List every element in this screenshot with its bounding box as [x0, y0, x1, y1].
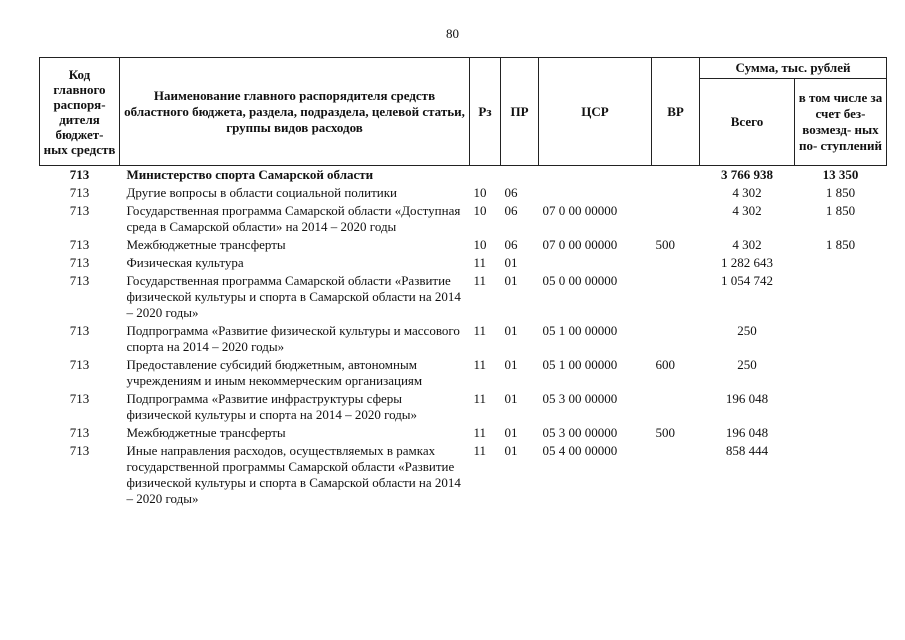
header-csr: ЦСР	[539, 58, 652, 166]
table-row	[40, 424, 887, 442]
cell-total: 196 048	[725, 391, 769, 406]
cell-total: 858 444	[725, 443, 769, 458]
table-row	[40, 166, 887, 185]
cell-total: 250	[737, 357, 757, 372]
page-number: 80	[446, 26, 459, 41]
cell-pr: 01	[504, 323, 518, 338]
cell-code: 713	[69, 273, 90, 288]
cell-name: Иные направления расходов, осуществляемых в рамках государственной программы Самарской области «Развитие физической культуры и спорта в Самарской области на 2014 – 2020 годы»	[126, 443, 461, 506]
cell-free	[795, 254, 887, 272]
cell-vr	[652, 202, 700, 236]
cell-pr: 01	[504, 443, 518, 458]
cell-code: 713	[69, 391, 90, 406]
cell-pr: 01	[504, 391, 518, 406]
cell-free: 1 850	[825, 237, 856, 252]
cell-name: Государственная программа Самарской области «Доступная среда в Самарской области» на 2014 – 2020 годы	[126, 203, 461, 234]
cell-pr: 01	[504, 255, 518, 270]
cell-vr	[652, 254, 700, 272]
cell-csr: 05 3 00 00000	[542, 391, 618, 406]
cell-pr	[501, 166, 539, 185]
cell-total: 1 054 742	[721, 273, 773, 288]
cell-csr	[539, 254, 652, 272]
cell-rz: 11	[473, 323, 487, 338]
cell-csr: 07 0 00 00000	[542, 237, 618, 252]
cell-pr: 06	[504, 203, 518, 218]
table-row	[40, 202, 887, 236]
cell-vr: 500	[655, 237, 675, 252]
cell-csr: 05 1 00 00000	[542, 323, 618, 338]
cell-pr: 06	[504, 185, 518, 200]
cell-free	[795, 390, 887, 424]
cell-name: Министерство спорта Самарской области	[126, 167, 374, 182]
table-row	[40, 272, 887, 322]
header-pr: ПР	[501, 58, 539, 166]
cell-name: Подпрограмма «Развитие инфраструктуры сферы физической культуры и спорта на 2014 – 2020 годы»	[126, 391, 418, 422]
cell-free: 1 850	[825, 203, 856, 218]
table-row	[40, 322, 887, 356]
table-row	[40, 390, 887, 424]
cell-free: 13 350	[822, 167, 859, 182]
cell-name: Межбюджетные трансферты	[126, 237, 286, 252]
cell-code: 713	[69, 425, 90, 440]
header-total: Всего	[700, 79, 795, 166]
cell-free	[795, 322, 887, 356]
cell-rz: 11	[473, 443, 487, 458]
cell-vr	[652, 442, 700, 508]
cell-name: Другие вопросы в области социальной политики	[126, 185, 397, 200]
cell-vr: 600	[655, 357, 675, 372]
cell-total: 4 302	[732, 185, 762, 200]
header-sum: Сумма, тыс. рублей	[700, 58, 887, 79]
cell-name: Подпрограмма «Развитие физической культуры и массового спорта на 2014 – 2020 годы»	[126, 323, 460, 354]
table-body	[40, 166, 887, 509]
cell-rz: 11	[473, 425, 487, 440]
cell-csr: 05 0 00 00000	[542, 273, 618, 288]
cell-code: 713	[69, 185, 90, 200]
cell-code: 713	[69, 443, 90, 458]
cell-free	[795, 272, 887, 322]
cell-free	[795, 442, 887, 508]
header-vr: ВР	[652, 58, 700, 166]
cell-csr: 07 0 00 00000	[542, 203, 618, 218]
cell-total: 4 302	[732, 203, 762, 218]
cell-code: 713	[69, 255, 90, 270]
cell-csr	[539, 166, 652, 185]
cell-total: 1 282 643	[721, 255, 773, 270]
cell-code: 713	[69, 167, 90, 182]
cell-rz	[470, 166, 501, 185]
cell-pr: 01	[504, 273, 518, 288]
cell-name: Физическая культура	[126, 255, 244, 270]
cell-pr: 06	[504, 237, 518, 252]
table-row	[40, 356, 887, 390]
table-row	[40, 254, 887, 272]
cell-vr	[652, 184, 700, 202]
cell-pr: 01	[504, 357, 518, 372]
cell-vr	[652, 390, 700, 424]
budget-table	[39, 57, 887, 508]
cell-rz: 10	[473, 237, 487, 252]
cell-code: 713	[69, 357, 90, 372]
cell-free	[795, 356, 887, 390]
cell-code: 713	[69, 323, 90, 338]
header-free: в том числе за счет без- возмезд- ных по- ступлений	[795, 79, 887, 166]
cell-free	[795, 424, 887, 442]
cell-vr: 500	[655, 425, 675, 440]
table-row	[40, 442, 887, 508]
cell-rz: 11	[473, 391, 487, 406]
cell-vr	[652, 322, 700, 356]
cell-rz: 10	[473, 185, 487, 200]
cell-total: 250	[737, 323, 757, 338]
cell-rz: 11	[473, 273, 487, 288]
header-rz: Рз	[470, 58, 501, 166]
cell-free: 1 850	[825, 185, 856, 200]
cell-vr	[652, 166, 700, 185]
cell-rz: 11	[473, 357, 487, 372]
cell-name: Государственная программа Самарской области «Развитие физической культуры и спорта в Самарской области на 2014 – 2020 годы»	[126, 273, 461, 320]
table-header	[40, 58, 887, 166]
table-row	[40, 236, 887, 254]
cell-code: 713	[69, 203, 90, 218]
cell-csr: 05 1 00 00000	[542, 357, 618, 372]
cell-total: 3 766 938	[721, 167, 773, 182]
cell-total: 4 302	[732, 237, 762, 252]
header-code: Код главного распоря- дителя бюджет- ных средств	[40, 58, 120, 166]
cell-csr: 05 4 00 00000	[542, 443, 618, 458]
cell-name: Межбюджетные трансферты	[126, 425, 286, 440]
cell-rz: 10	[473, 203, 487, 218]
cell-pr: 01	[504, 425, 518, 440]
cell-rz: 11	[473, 255, 487, 270]
cell-csr: 05 3 00 00000	[542, 425, 618, 440]
header-name: Наименование главного распорядителя средств областного бюджета, раздела, подраздела, целевой статьи, группы видов расходов	[120, 58, 470, 166]
cell-name: Предоставление субсидий бюджетным, автономным учреждениям и иным некоммерческим организациям	[126, 357, 423, 388]
cell-total: 196 048	[725, 425, 769, 440]
cell-csr	[539, 184, 652, 202]
cell-vr	[652, 272, 700, 322]
cell-code: 713	[69, 237, 90, 252]
table-row	[40, 184, 887, 202]
